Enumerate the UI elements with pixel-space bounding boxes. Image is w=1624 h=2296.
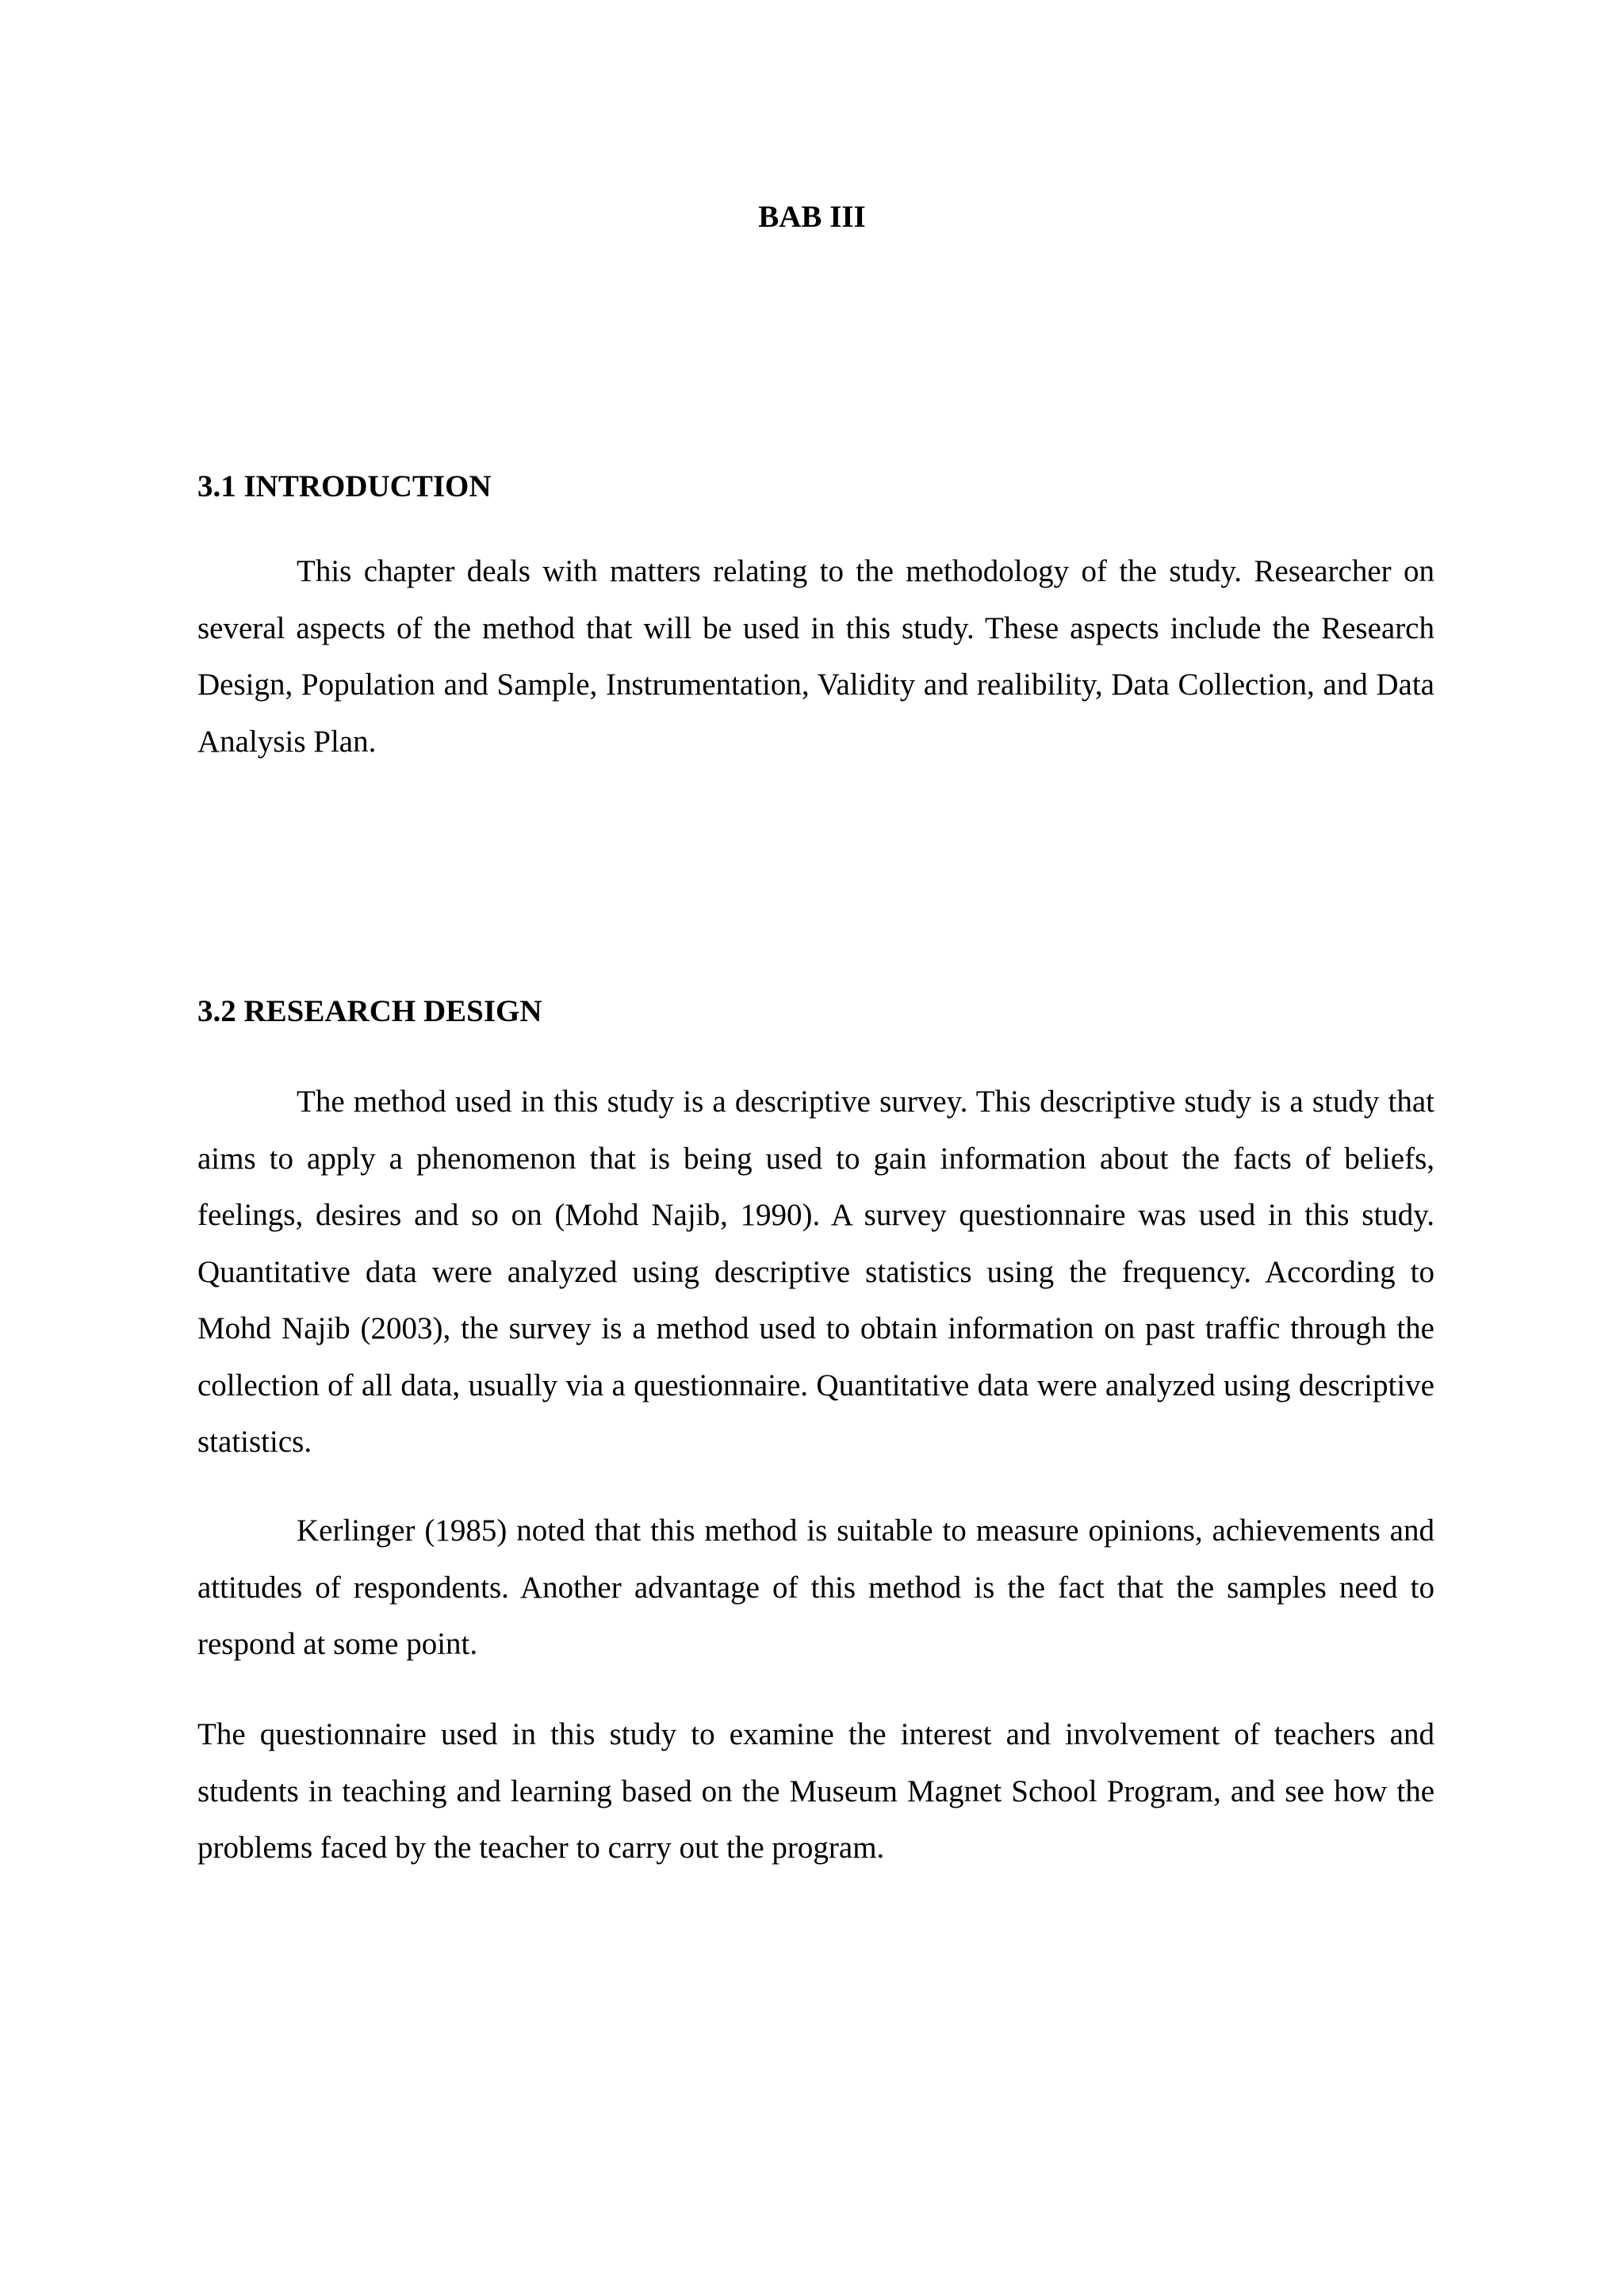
research-design-paragraph-1: The method used in this study is a descriptive survey. This descriptive study is a study that aims to apply a phenomenon that is being used to gain information about the facts of beliefs, feelings, desires and so on (Mohd Najib, 1990). A survey questionnaire was used in this study. Quantitative data were analyzed using descriptive statistics using the frequency. According to Mohd Najib (2003), the survey is a method used to obtain information on past traffic through the collection of all data, usually via a questionnaire. Quantitative data were analyzed using descriptive statistics. — [197, 1085, 1434, 1459]
chapter-title: BAB III — [758, 200, 866, 234]
research-design-paragraph-3: The questionnaire used in this study to examine the interest and involvement of teachers and students in teaching and learning based on the Museum Magnet School Program, and see how the problems faced by the teacher to carry out the program. — [197, 1717, 1434, 1865]
research-design-paragraph-2: Kerlinger (1985) noted that this method is suitable to measure opinions, achievements and attitudes of respondents. Another advantage of this method is the fact that the samples need to respond at some point. — [197, 1513, 1434, 1661]
introduction-paragraph: This chapter deals with matters relating to the methodology of the study. Researcher on several aspects of the method that will be used in this study. These aspects include the Research Design, Population and Sample, Instrumentation, Validity and realibility, Data Collection, and Data Analysis Plan. — [197, 554, 1434, 759]
section-heading-research-design: 3.2 RESEARCH DESIGN — [197, 994, 542, 1028]
section-heading-introduction: 3.1 INTRODUCTION — [197, 469, 492, 503]
